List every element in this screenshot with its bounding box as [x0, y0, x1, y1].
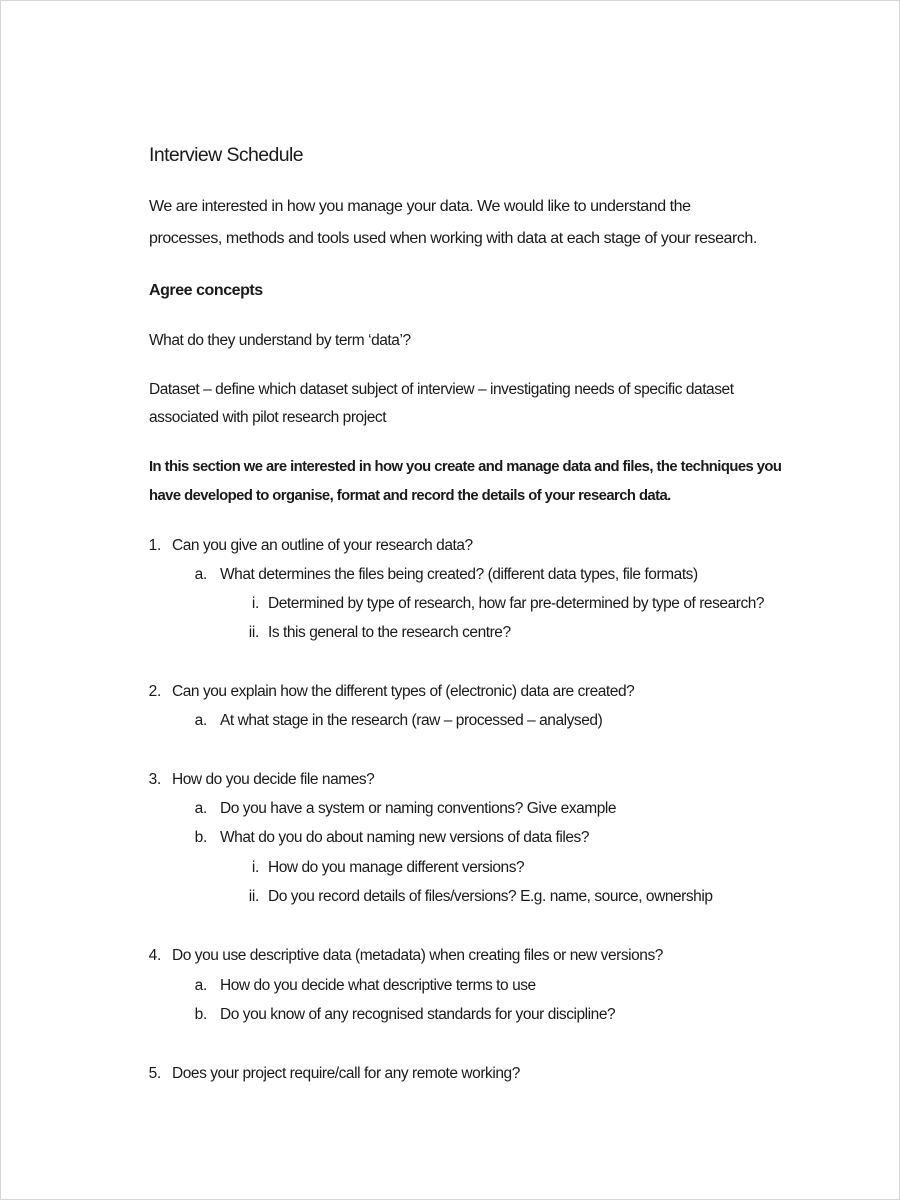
question-2: Can you explain how the different types of (electronic) data are created? [172, 683, 635, 700]
question-4a: How do you decide what descriptive terms to use [220, 977, 536, 994]
list-letter: a. [194, 566, 207, 583]
section-intro-bold-line-2: have developed to organise, format and record the details of your research data. [149, 488, 671, 504]
question-3b-i: How do you manage different versions? [268, 859, 525, 876]
list-letter: b. [194, 829, 207, 846]
question-5: Does your project require/call for any remote working? [172, 1065, 520, 1082]
page-title: Interview Schedule [149, 144, 303, 166]
dataset-text-line-1: Dataset – define which dataset subject of interview – investigating needs of specific dataset [149, 381, 734, 398]
question-3b: What do you do about naming new versions of data files? [220, 829, 590, 846]
list-letter: a. [194, 712, 207, 729]
question-1a: What determines the files being created? (different data types, file formats) [220, 566, 698, 583]
dataset-text-line-2: associated with pilot research project [149, 409, 387, 426]
question-3a: Do you have a system or naming conventions? Give example [220, 800, 617, 817]
question-3: How do you decide file names? [172, 771, 375, 788]
section-intro-bold-line-1: In this section we are interested in how you create and manage data and files, the techniques you [149, 459, 782, 475]
intro-line-1: We are interested in how you manage your data. We would like to understand the [149, 198, 691, 215]
list-roman: ii. [248, 624, 259, 641]
list-letter: b. [194, 1006, 207, 1023]
section-heading-agree-concepts: Agree concepts [149, 282, 263, 299]
list-roman: ii. [248, 888, 259, 905]
list-letter: a. [194, 800, 207, 817]
list-roman: i. [251, 595, 259, 612]
question-1a-ii: Is this general to the research centre? [268, 624, 511, 641]
list-roman: i. [251, 859, 259, 876]
data-term-question: What do they understand by term ‘data’? [149, 332, 411, 349]
question-2a: At what stage in the research (raw – processed – analysed) [220, 712, 603, 729]
question-1a-i: Determined by type of research, how far pre-determined by type of research? [268, 595, 765, 612]
question-1: Can you give an outline of your research data? [172, 537, 473, 554]
list-number: 4. [148, 947, 161, 964]
question-3b-ii: Do you record details of files/versions? E.g. name, source, ownership [268, 888, 713, 905]
list-number: 1. [148, 537, 161, 554]
list-letter: a. [194, 977, 207, 994]
list-number: 5. [148, 1065, 161, 1082]
list-number: 3. [148, 771, 161, 788]
question-4b: Do you know of any recognised standards for your discipline? [220, 1006, 616, 1023]
question-4: Do you use descriptive data (metadata) when creating files or new versions? [172, 947, 663, 964]
intro-line-2: processes, methods and tools used when working with data at each stage of your research. [149, 230, 757, 247]
list-number: 2. [148, 683, 161, 700]
